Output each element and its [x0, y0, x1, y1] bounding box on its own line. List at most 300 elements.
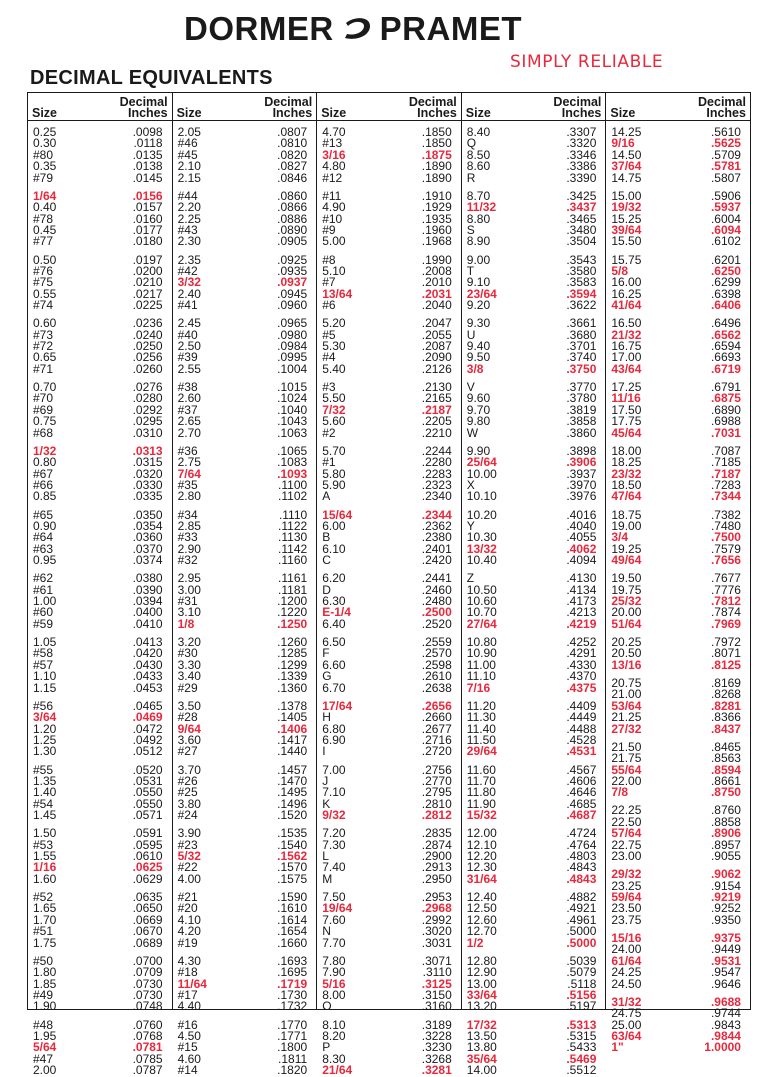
row-group	[609, 573, 747, 630]
size-cell: #51	[33, 924, 54, 939]
decimal-cell: .0635	[132, 890, 163, 904]
row-group	[176, 573, 314, 630]
size-cell: #6	[322, 298, 336, 313]
decimal-cell: .0709	[132, 965, 163, 980]
size-cell: 3.40	[177, 669, 201, 684]
size-cell: 22.50	[611, 814, 642, 829]
size-cell: 25/64	[466, 455, 497, 470]
size-cell: 2.35	[177, 252, 201, 267]
decimal-cell: .2340	[421, 489, 452, 504]
row-group	[609, 252, 747, 313]
size-cell: 21/32	[611, 327, 642, 342]
size-cell: 2.05	[177, 125, 201, 139]
decimal-cell: .0512	[132, 744, 163, 759]
size-cell: 0.85	[33, 489, 57, 504]
size-cell: B	[322, 530, 331, 545]
fraction-row	[609, 491, 747, 502]
fraction-row	[609, 555, 747, 566]
decimal-cell: .8750	[710, 785, 741, 800]
row-group	[609, 382, 747, 439]
decimal-cell: .1339	[277, 669, 308, 684]
size-cell: 24.75	[611, 1006, 642, 1021]
row-group	[609, 507, 747, 568]
size-cell: #64	[33, 530, 54, 545]
decimal-cell: .3281	[421, 1063, 452, 1077]
decimal-cell: .3583	[566, 275, 597, 290]
decimal-cell: .2010	[421, 275, 452, 290]
size-cell: 8.20	[322, 1028, 346, 1043]
decimal-cell: .6791	[710, 380, 741, 394]
row-group	[176, 127, 314, 184]
size-cell: 55/64	[611, 762, 642, 777]
size-cell: 17.25	[611, 380, 642, 394]
size-cell: 7/32	[322, 402, 346, 417]
decimal-cell: .0670	[132, 924, 163, 939]
decimal-cell: .7776	[710, 582, 741, 597]
size-cell: 24.50	[611, 976, 642, 991]
size-cell: 2.50	[177, 339, 201, 354]
row-group	[31, 252, 169, 313]
swoosh-logo-icon	[340, 14, 374, 44]
size-cell: #16	[177, 1017, 198, 1032]
fraction-row	[609, 1042, 747, 1053]
decimal-cell: .3320	[566, 136, 597, 151]
fraction-row	[465, 810, 603, 821]
table-row	[609, 851, 747, 862]
size-cell: 5.50	[322, 391, 346, 406]
decimal-cell: .2500	[421, 605, 452, 620]
decimal-cell: .3480	[566, 222, 597, 237]
decimal-cell: .4055	[566, 530, 597, 545]
decimal-cell: .2810	[421, 796, 452, 811]
decimal-cell: .1083	[277, 455, 308, 470]
fraction-row	[609, 361, 747, 376]
fraction-row	[465, 361, 603, 376]
decimal-cell: .0905	[277, 234, 308, 249]
row-group	[176, 637, 314, 694]
decimal-cell: .9062	[710, 867, 741, 882]
size-cell: E-1/4	[322, 605, 351, 620]
decimal-cell: .2008	[421, 263, 452, 278]
decimal-cell: .6594	[710, 339, 741, 354]
header-size: Size	[465, 106, 491, 120]
decimal-cell: .2090	[421, 350, 452, 365]
row-group	[320, 382, 458, 439]
size-cell: 9.40	[466, 339, 491, 354]
table-row	[320, 425, 458, 440]
decimal-cell: .0820	[277, 147, 308, 162]
size-cell: 10.40	[466, 553, 497, 568]
decimal-cell: .0292	[132, 402, 163, 417]
decimal-cell: .0860	[277, 188, 308, 203]
decimal-cell: .2992	[421, 912, 452, 927]
decimal-cell: .0469	[132, 710, 163, 725]
decimal-cell: .6406	[710, 298, 741, 313]
decimal-cell: .4488	[566, 721, 597, 736]
row-group	[465, 892, 603, 949]
table-row	[176, 491, 314, 502]
decimal-cell: .4173	[566, 594, 597, 609]
size-cell: 23.00	[611, 849, 642, 864]
decimal-cell: .2040	[421, 298, 452, 313]
size-cell: #33	[177, 530, 198, 545]
size-cell: #18	[177, 965, 198, 980]
size-cell: 37/64	[611, 159, 642, 174]
decimal-cell: .3425	[566, 188, 597, 203]
size-cell: 9.00	[466, 252, 491, 267]
size-cell: 0.25	[33, 125, 57, 139]
decimal-cell: .2900	[421, 849, 452, 864]
row-group	[320, 762, 458, 823]
decimal-cell: .0313	[132, 443, 163, 458]
size-cell: 4.80	[322, 159, 346, 174]
size-cell: 4.50	[177, 1028, 201, 1043]
size-cell: 1.30	[33, 744, 57, 759]
size-cell: #5	[322, 327, 336, 342]
column-header	[317, 95, 461, 121]
decimal-cell: .2126	[421, 361, 452, 376]
decimal-cell: .0935	[277, 263, 308, 278]
size-cell: 18.25	[611, 455, 642, 470]
decimal-cell: .2835	[421, 826, 452, 841]
row-group	[31, 318, 169, 375]
decimal-cell: .2323	[421, 477, 452, 492]
size-cell: 14.25	[611, 125, 642, 139]
decimal-cell: .0145	[132, 170, 163, 185]
decimal-cell: .4330	[566, 657, 597, 672]
size-cell: 13.50	[466, 1028, 497, 1043]
size-cell: 18.75	[611, 507, 642, 522]
header-decimal: Decimal	[698, 95, 746, 109]
size-cell: 19.25	[611, 541, 642, 556]
size-cell: 5.20	[322, 316, 346, 331]
column-header	[28, 95, 172, 121]
size-cell: 61/64	[611, 953, 642, 968]
size-cell: 2.20	[177, 200, 201, 215]
header-size: Size	[176, 106, 202, 120]
decimal-cell: .0810	[277, 136, 308, 151]
size-cell: S	[466, 222, 475, 237]
table-row	[31, 871, 169, 886]
decimal-cell: .7874	[710, 605, 741, 620]
decimal-cell: .0785	[132, 1051, 163, 1066]
size-cell: 15.75	[611, 252, 642, 267]
decimal-cell: .0760	[132, 1017, 163, 1032]
decimal-cell: .3701	[566, 339, 597, 354]
row-group	[31, 127, 169, 184]
size-cell: #60	[33, 605, 54, 620]
table-row	[31, 1001, 169, 1012]
decimal-cell: .0098	[132, 125, 163, 139]
size-cell: #17	[177, 987, 198, 1002]
size-cell: 12.40	[466, 890, 497, 904]
decimal-cell: .0700	[132, 953, 163, 968]
decimal-cell: .0217	[132, 286, 163, 301]
decimal-cell: .1771	[277, 1028, 308, 1043]
decimal-cell: .2205	[421, 414, 452, 429]
decimal-cell: .0400	[132, 605, 163, 620]
decimal-cell: .0200	[132, 263, 163, 278]
size-cell: A	[322, 489, 331, 504]
decimal-cell: .2031	[421, 286, 452, 301]
size-cell: 7.90	[322, 965, 346, 980]
row-group	[176, 1017, 314, 1077]
size-cell: 1.80	[33, 965, 57, 980]
brand-logo	[184, 10, 584, 48]
size-cell: 6.00	[322, 518, 346, 533]
decimal-cell: .7031	[710, 425, 741, 440]
row-group	[465, 1017, 603, 1077]
decimal-cell: .4531	[566, 744, 597, 759]
size-cell: 5.70	[322, 443, 346, 458]
decimal-cell: .1457	[277, 762, 308, 777]
decimal-cell: .9844	[710, 1028, 741, 1043]
table-row	[176, 871, 314, 886]
decimal-cell: .0866	[277, 200, 308, 215]
size-cell: 7.80	[322, 953, 346, 968]
decimal-cell: .2770	[421, 773, 452, 788]
size-cell: 1"	[611, 1040, 624, 1055]
decimal-cell: .0138	[132, 159, 163, 174]
size-cell: 2.80	[177, 489, 201, 504]
size-cell: 9.60	[466, 391, 491, 406]
decimal-cell: .7969	[710, 616, 741, 631]
size-cell: 0.75	[33, 414, 57, 429]
size-cell: 1.45	[33, 808, 57, 823]
size-cell: 10.30	[466, 530, 497, 545]
decimal-cell: .0433	[132, 669, 163, 684]
size-cell: P	[322, 1040, 331, 1055]
size-cell: 2.15	[177, 170, 201, 185]
size-cell: 2.60	[177, 391, 201, 406]
size-cell: 0.30	[33, 136, 57, 151]
size-cell: 11.10	[466, 669, 496, 684]
decimal-cell: .0260	[132, 361, 163, 376]
decimal-cell: .3307	[566, 125, 597, 139]
decimal-cell: .0160	[132, 211, 163, 226]
size-cell: 20.00	[611, 605, 642, 620]
decimal-cell: .0320	[132, 466, 163, 481]
size-cell: 63/64	[611, 1028, 642, 1043]
size-cell: #70	[33, 391, 54, 406]
size-cell: U	[466, 327, 476, 342]
size-cell: 1.25	[33, 732, 57, 747]
table-row	[320, 236, 458, 247]
size-cell: 6.20	[322, 571, 346, 586]
decimal-cell: .3020	[421, 924, 452, 939]
size-cell: 3/64	[33, 710, 57, 725]
decimal-cell: .9688	[710, 994, 741, 1009]
size-cell: #14	[177, 1063, 198, 1077]
header-decimal-inches	[264, 97, 312, 119]
decimal-cell: .1732	[277, 999, 308, 1014]
decimal-cell: .8760	[710, 803, 741, 818]
size-cell: F	[322, 646, 330, 661]
size-cell: 29/64	[466, 744, 497, 759]
decimal-cell: .0748	[132, 999, 163, 1014]
decimal-cell: .0520	[132, 762, 163, 777]
size-cell: 1.00	[33, 594, 57, 609]
fraction-row	[465, 746, 603, 757]
table-row	[31, 1065, 169, 1076]
size-cell: 13/32	[466, 541, 497, 556]
decimal-cell: .1562	[277, 849, 308, 864]
table-row	[320, 680, 458, 695]
size-cell: 8.90	[466, 234, 491, 249]
size-cell: #52	[33, 890, 54, 904]
decimal-cell: .6004	[710, 211, 741, 226]
size-cell: #78	[33, 211, 54, 226]
size-cell: #59	[33, 616, 54, 631]
table-row	[176, 425, 314, 440]
decimal-cell: .1130	[278, 530, 308, 545]
fraction-row	[176, 616, 314, 631]
row-group	[320, 507, 458, 568]
decimal-cell: .6988	[710, 414, 741, 429]
decimal-cell: .0886	[277, 211, 308, 226]
size-cell: #21	[177, 890, 198, 904]
size-cell: T	[466, 263, 475, 278]
size-cell: 22.25	[611, 803, 642, 818]
row-group	[320, 573, 458, 630]
decimal-cell: .6299	[710, 275, 741, 290]
decimal-cell: .1161	[278, 571, 308, 586]
decimal-cell: .0550	[132, 796, 163, 811]
decimal-cell: .5807	[710, 170, 741, 185]
size-cell: #53	[33, 837, 54, 852]
size-cell: 27/32	[611, 721, 642, 736]
size-cell: 4.70	[322, 125, 346, 139]
column-header	[173, 95, 317, 121]
decimal-cell: .3346	[566, 147, 597, 162]
decimal-cell: .2559	[421, 635, 452, 649]
size-cell: M	[322, 871, 333, 886]
size-cell: 15/32	[466, 808, 497, 823]
size-cell: 7.00	[322, 762, 346, 777]
decimal-cell: .5709	[710, 147, 741, 162]
decimal-cell: .4803	[566, 849, 597, 864]
size-cell: 21.00	[611, 687, 642, 702]
size-cell: 4.60	[177, 1051, 201, 1066]
decimal-cell: .3740	[566, 350, 597, 365]
decimal-cell: .1440	[277, 744, 308, 759]
decimal-cell: .2420	[421, 553, 452, 568]
size-cell: #55	[33, 762, 54, 777]
header-decimal: Decimal	[119, 95, 168, 109]
decimal-cell: .1142	[278, 541, 308, 556]
size-cell: 21.25	[611, 710, 642, 725]
decimal-cell: .6398	[710, 286, 741, 301]
row-group	[609, 443, 747, 504]
size-cell: #46	[177, 136, 198, 151]
size-cell: 2.45	[177, 316, 201, 331]
row-group	[176, 892, 314, 949]
header-decimal: Decimal	[553, 95, 602, 109]
size-cell: 2.40	[177, 286, 201, 301]
table-row	[465, 300, 603, 311]
decimal-cell: .0420	[132, 646, 163, 661]
size-cell: 9.90	[466, 443, 491, 458]
decimal-cell: .1693	[277, 953, 308, 968]
size-cell: 9.80	[466, 414, 491, 429]
row-group	[320, 443, 458, 504]
header-inches: Inches	[706, 106, 746, 120]
decimal-cell: .7344	[710, 489, 741, 504]
header-decimal: Decimal	[408, 95, 457, 109]
decimal-cell: .2656	[421, 698, 452, 713]
decimal-cell: .0669	[132, 912, 163, 927]
decimal-cell: .1100	[278, 477, 308, 492]
row-group	[176, 318, 314, 375]
decimal-cell: .1043	[277, 414, 308, 429]
row-group	[320, 828, 458, 885]
size-cell: 9/32	[322, 808, 346, 823]
size-cell: 33/64	[466, 987, 497, 1002]
decimal-cell: .1378	[277, 698, 308, 713]
size-cell: #67	[33, 466, 54, 481]
column-header	[606, 95, 750, 121]
decimal-cell: .4528	[566, 732, 597, 747]
decimal-cell: .7480	[710, 518, 741, 533]
size-cell: D	[322, 582, 331, 597]
table-row	[465, 170, 603, 185]
size-cell: #79	[33, 170, 54, 185]
size-cell: 17/64	[322, 698, 353, 713]
size-cell: #1	[322, 455, 336, 470]
decimal-cell: .0890	[277, 222, 308, 237]
size-cell: 14.00	[466, 1063, 497, 1077]
decimal-cell: .3770	[566, 380, 597, 394]
size-cell: 29/32	[611, 867, 642, 882]
size-cell: 5.30	[322, 339, 346, 354]
decimal-cell: .2968	[421, 901, 452, 916]
size-cell: #41	[177, 298, 198, 313]
size-cell: #44	[177, 188, 198, 203]
size-cell: 24.00	[611, 942, 642, 957]
decimal-cell: .2756	[421, 762, 452, 777]
size-cell: 8.00	[322, 987, 346, 1002]
decimal-cell: .1260	[277, 635, 308, 649]
table-row	[176, 935, 314, 950]
table-row	[31, 425, 169, 440]
size-cell: 11.80	[466, 785, 496, 800]
table-row	[609, 912, 747, 927]
size-cell: 9.30	[466, 316, 491, 331]
decimal-cell: .7187	[710, 466, 741, 481]
size-cell: 9.70	[466, 402, 491, 417]
table-row	[31, 170, 169, 185]
row-group	[176, 507, 314, 568]
decimal-cell: .2187	[421, 402, 452, 417]
size-cell: 1.60	[33, 871, 57, 886]
size-cell: 0.95	[33, 553, 57, 568]
brand-tagline: SIMPLY RELIABLE	[510, 52, 664, 72]
decimal-cell: .1800	[277, 1040, 308, 1055]
fraction-row	[609, 300, 747, 311]
row-group	[31, 637, 169, 694]
decimal-cell: .0781	[132, 1040, 163, 1055]
decimal-cell: .3543	[566, 252, 597, 267]
decimal-cell: .7382	[710, 507, 741, 522]
decimal-cell: .4687	[566, 808, 597, 823]
fraction-row	[465, 616, 603, 631]
size-cell: I	[322, 744, 326, 759]
decimal-cell: .9350	[710, 912, 741, 927]
decimal-cell: .2913	[421, 860, 452, 875]
decimal-cell: .0591	[132, 826, 163, 841]
size-cell: #69	[33, 402, 54, 417]
page-title: DECIMAL EQUIVALENTS	[30, 67, 273, 89]
